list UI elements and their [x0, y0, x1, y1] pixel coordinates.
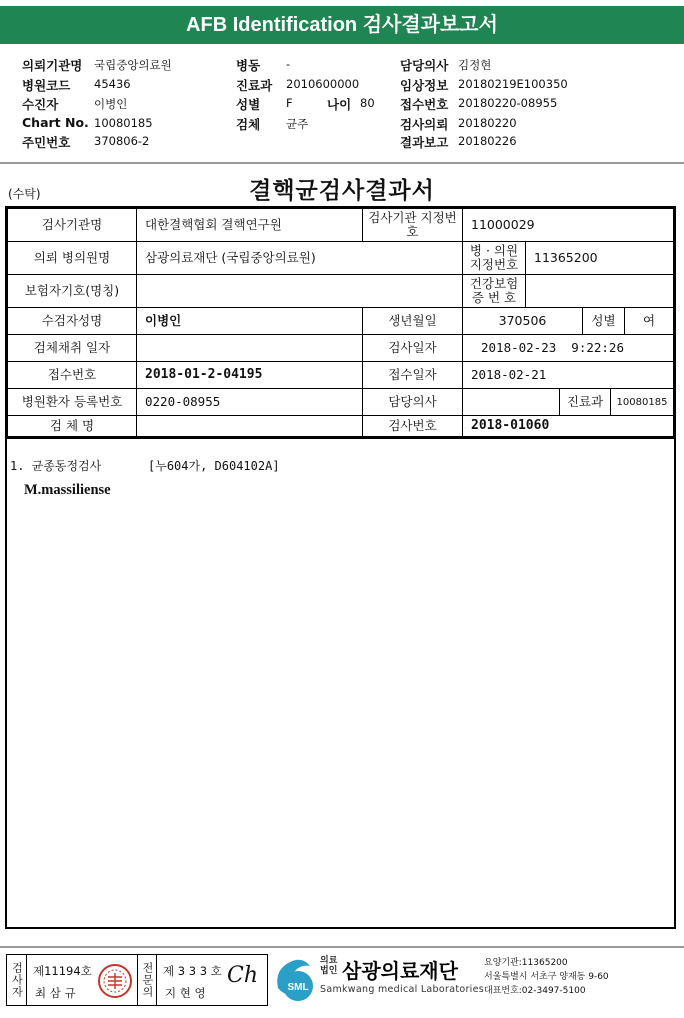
resident-no-label: 주민번호: [22, 135, 71, 150]
organism-result: M.massiliense: [24, 482, 111, 498]
health-ins-label: 건강보험 증 번 호: [462, 274, 526, 308]
examiner-license: 제11194호: [33, 964, 92, 978]
institution-value: 국립중앙의료원: [94, 58, 172, 72]
department-label: 진료과: [236, 78, 273, 93]
birth-label: 생년월일: [362, 307, 463, 335]
result-item: [10, 457, 280, 474]
sex-form-value: 여: [624, 307, 674, 335]
specialist-license: 제 3 3 3 호: [163, 964, 222, 978]
request-date-value: 20180220: [458, 116, 517, 130]
sml-logo-icon: [272, 954, 320, 1004]
insured-value: [136, 274, 463, 308]
sex-value: F: [286, 96, 293, 110]
report-title: AFB Identification 검사결과보고서: [0, 6, 684, 44]
patient-name-label: 수검자성명: [7, 307, 137, 335]
test-date-label: 검사일자: [362, 334, 463, 362]
patient-label: 수진자: [22, 97, 59, 112]
lab-logo: [272, 954, 320, 1004]
test-org-value: 대한결핵협회 결핵연구원: [136, 208, 363, 242]
specimen-name-value: [136, 415, 363, 437]
accession-label: 접수번호: [400, 97, 449, 112]
test-org-label: 검사기관명: [7, 208, 137, 242]
ward-value: -: [286, 57, 291, 71]
reg-no-label: 병원환자 등록번호: [7, 388, 137, 416]
signature-box: [6, 954, 268, 1006]
logo-text: SML: [287, 982, 309, 993]
test-date-value: 2018-02-23 9:22:26: [462, 334, 674, 362]
receipt-date-label: 접수일자: [362, 361, 463, 389]
lab-code: 요양기관:11365200: [484, 958, 568, 968]
ward-label: 병동: [236, 58, 261, 73]
doctor-label: 담당의사: [362, 388, 463, 416]
accession-form-label: 접수번호: [7, 361, 137, 389]
corp-tag: 의료법인: [320, 956, 338, 976]
collect-label: 검체채취 일자: [7, 334, 137, 362]
result-box: [5, 437, 676, 929]
examiner-seal-icon: [97, 963, 133, 999]
req-hospital-value: 삼광의료재단 (국립중앙의료원): [136, 241, 463, 275]
specimen-label: 검체: [236, 117, 261, 132]
physician-value: 김정현: [458, 58, 492, 72]
receipt-date-value: 2018-02-21: [462, 361, 674, 389]
result-item-name: 1. 균종동정검사: [10, 459, 102, 473]
examiner-name: 최 삼 규: [35, 986, 76, 1000]
patient-value: 이병인: [94, 97, 128, 111]
test-org-no-value: 11000029: [462, 208, 674, 242]
clinical-info-value: 20180219E100350: [458, 77, 568, 91]
doctor-value: [462, 388, 560, 416]
test-no-label: 검사번호: [362, 415, 463, 437]
test-no-value: 2018-01060: [462, 415, 674, 437]
physician-label: 담당의사: [400, 58, 449, 73]
hospital-code-label: 병원코드: [22, 78, 71, 93]
specimen-name-label: 검 체 명: [7, 415, 137, 437]
age-value: 80: [360, 96, 375, 110]
result-item-code: [누604가, D604102A]: [148, 459, 280, 473]
header-divider: [0, 162, 684, 164]
lab-contact: [484, 956, 609, 998]
hospital-code-value: 45436: [94, 77, 131, 91]
report-date-value: 20180226: [458, 134, 517, 148]
dept-label: 진료과: [559, 388, 611, 416]
sex-form-label: 성별: [582, 307, 625, 335]
specialist-name: 지 현 영: [165, 986, 206, 1000]
req-hospital-label: 의뢰 병의원명: [7, 241, 137, 275]
accession-form-value: 2018-01-2-04195: [136, 361, 363, 389]
lab-address: 서울특별시 서초구 양재동 9-60: [484, 972, 609, 982]
department-value: 2010600000: [286, 77, 360, 91]
reg-no-value: 0220-08955: [136, 388, 363, 416]
report-date-label: 결과보고: [400, 135, 449, 150]
footer-divider: [0, 946, 684, 948]
birth-value: 370506: [462, 307, 583, 335]
consign-label: (수탁): [8, 187, 41, 201]
form-title: 결핵균검사결과서: [249, 177, 435, 204]
form-table: [5, 206, 676, 439]
chart-no-value: 10080185: [94, 116, 153, 130]
hospital-no-label: 병 · 의원 지정번호: [462, 241, 526, 275]
health-ins-value: [525, 274, 674, 308]
specialist-signature: Ch: [227, 963, 259, 988]
lab-name-english: Samkwang medical Laboratories: [320, 984, 485, 995]
lab-phone: 대표번호:02-3497-5100: [484, 986, 586, 996]
examiner-tag: 검사자: [7, 955, 27, 1005]
resident-no-value: 370806-2: [94, 134, 150, 148]
hospital-no-value: 11365200: [525, 241, 674, 275]
sex-label: 성별: [236, 97, 261, 112]
accession-value: 20180220-08955: [458, 96, 558, 110]
specialist-tag: 전문의: [137, 955, 157, 1005]
lab-name-korean: 삼광의료재단: [342, 959, 458, 983]
insured-label: 보험자기호(명칭): [7, 274, 137, 308]
patient-name-value: 이병인: [136, 307, 363, 335]
dept-value: 10080185: [610, 388, 674, 416]
specimen-value: 균주: [286, 117, 309, 131]
chart-no-label: Chart No.: [22, 115, 89, 130]
collect-value: [136, 334, 363, 362]
clinical-info-label: 임상정보: [400, 78, 449, 93]
age-label: 나이: [327, 97, 352, 112]
test-org-no-label: 검사기관 지정번호: [362, 208, 463, 242]
institution-label: 의뢰기관명: [22, 58, 83, 73]
request-date-label: 검사의뢰: [400, 117, 449, 132]
lab-name-block: [320, 954, 485, 1004]
